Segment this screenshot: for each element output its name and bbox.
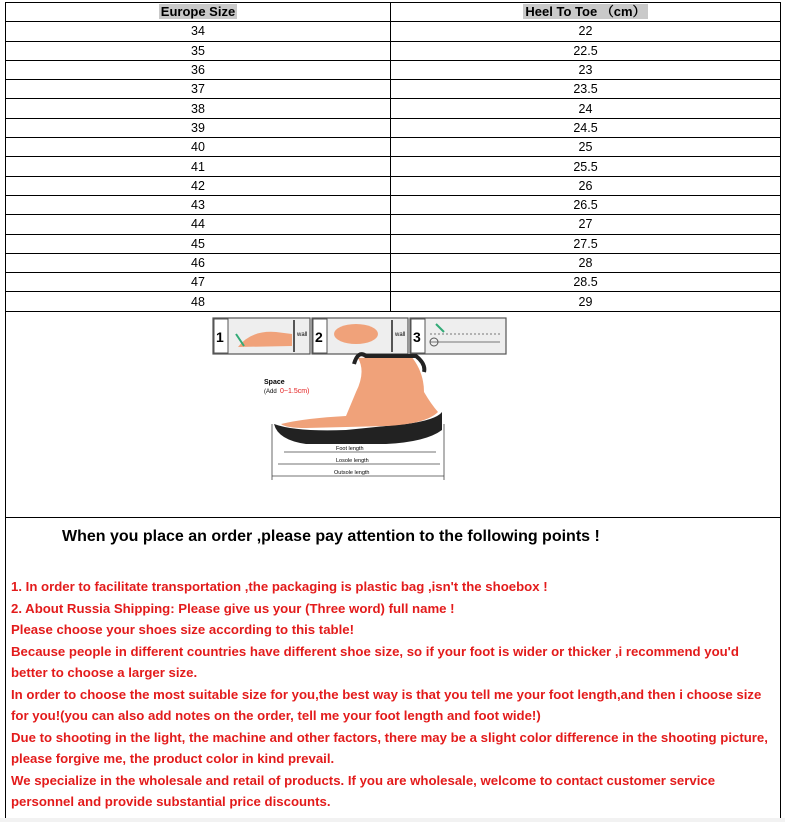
svg-text:0~1.5cm): 0~1.5cm) xyxy=(280,388,310,395)
europe-size-cell: 38 xyxy=(6,99,391,118)
step-1-panel xyxy=(213,318,310,354)
table-row xyxy=(6,157,781,176)
europe-size-cell: 34 xyxy=(6,22,391,41)
heel-to-toe-cell: 28 xyxy=(391,253,781,272)
note-line: 1. In order to facilitate transportation ,the packaging is plastic bag ,isn't the shoebox ! xyxy=(11,579,548,594)
heel-to-toe-cell: 27.5 xyxy=(391,234,781,253)
europe-size-cell: 39 xyxy=(6,118,391,137)
table-row xyxy=(6,138,781,157)
table-row xyxy=(6,253,781,272)
heel-to-toe-cell: 26 xyxy=(391,176,781,195)
svg-text:Space: Space xyxy=(264,379,285,386)
notes-heading: When you place an order ,please pay attention to the following points ! xyxy=(62,528,600,545)
heel-to-toe-cell: 24 xyxy=(391,99,781,118)
size-chart xyxy=(5,2,781,312)
heel-to-toe-cell: 23 xyxy=(391,60,781,79)
svg-text:2: 2 xyxy=(315,329,323,345)
table-row xyxy=(6,234,781,253)
heel-to-toe-cell: 22.5 xyxy=(391,41,781,60)
table-row xyxy=(6,273,781,292)
heel-to-toe-cell: 22 xyxy=(391,22,781,41)
heel-to-toe-cell: 27 xyxy=(391,215,781,234)
table-row xyxy=(6,60,781,79)
footer-strip xyxy=(0,818,785,822)
table-row xyxy=(6,195,781,214)
note-line: Please choose your shoes size according to this table! xyxy=(11,622,354,637)
table-row xyxy=(6,292,781,311)
foot-measure-illustration xyxy=(6,312,780,517)
svg-text:Outsole length: Outsole length xyxy=(334,470,370,476)
heel-to-toe-header: Heel To Toe （cm） xyxy=(391,3,781,22)
order-notes xyxy=(5,517,781,819)
note-line: Due to shooting in the light, the machine and other factors, there may be a slight color difference in the shooting picture, please forgive me, the product color in kind prevail. xyxy=(11,729,768,766)
europe-size-cell: 43 xyxy=(6,195,391,214)
europe-size-cell: 45 xyxy=(6,234,391,253)
svg-text:Foot length: Foot length xyxy=(336,446,364,452)
svg-text:Losole length: Losole length xyxy=(336,458,369,464)
heel-to-toe-cell: 26.5 xyxy=(391,195,781,214)
europe-size-cell: 40 xyxy=(6,138,391,157)
table-row xyxy=(6,80,781,99)
shoe-cross-section xyxy=(264,354,444,480)
heel-to-toe-cell: 25 xyxy=(391,138,781,157)
note-line: 2. About Russia Shipping: Please give us your (Three word) full name ! xyxy=(11,600,455,616)
europe-size-cell: 47 xyxy=(6,273,391,292)
svg-text:wall: wall xyxy=(297,332,308,338)
note-line: In order to choose the most suitable size for you,the best way is that you tell me your foot length,and then i choose size for you!(you can also add notes on the order, tell me your foot length and foot wide!) xyxy=(11,686,762,723)
heel-to-toe-cell: 28.5 xyxy=(391,273,781,292)
europe-size-cell: 36 xyxy=(6,60,391,79)
heel-to-toe-cell: 29 xyxy=(391,292,781,311)
svg-text:3: 3 xyxy=(413,329,421,345)
heel-to-toe-cell: 23.5 xyxy=(391,80,781,99)
step-2-panel xyxy=(312,318,408,354)
heel-to-toe-cell: 25.5 xyxy=(391,157,781,176)
table-row xyxy=(6,176,781,195)
europe-size-cell: 42 xyxy=(6,176,391,195)
table-row xyxy=(6,41,781,60)
europe-size-cell: 48 xyxy=(6,292,391,311)
table-row xyxy=(6,118,781,137)
size-table xyxy=(5,2,781,312)
svg-text:wall: wall xyxy=(395,332,406,338)
europe-size-header: Europe Size xyxy=(6,3,391,22)
measurement-diagram xyxy=(5,312,781,518)
table-row xyxy=(6,22,781,41)
europe-size-cell: 41 xyxy=(6,157,391,176)
europe-size-cell: 46 xyxy=(6,253,391,272)
heel-to-toe-cell: 24.5 xyxy=(391,118,781,137)
europe-size-cell: 37 xyxy=(6,80,391,99)
table-row xyxy=(6,99,781,118)
note-line: We specialize in the wholesale and retail of products. If you are wholesale, welcome to contact customer service personnel and provide substantial price discounts. xyxy=(11,772,716,809)
note-line: Because people in different countries have different shoe size, so if your foot is wider or thicker ,i recommend you'd better to choose a larger size. xyxy=(11,643,739,680)
europe-size-cell: 35 xyxy=(6,41,391,60)
svg-text:1: 1 xyxy=(216,329,224,345)
europe-size-cell: 44 xyxy=(6,215,391,234)
table-header-row xyxy=(6,3,781,22)
svg-text:(Add: (Add xyxy=(264,389,277,395)
step-3-panel xyxy=(410,318,506,354)
table-row xyxy=(6,215,781,234)
notes-list xyxy=(11,576,775,813)
